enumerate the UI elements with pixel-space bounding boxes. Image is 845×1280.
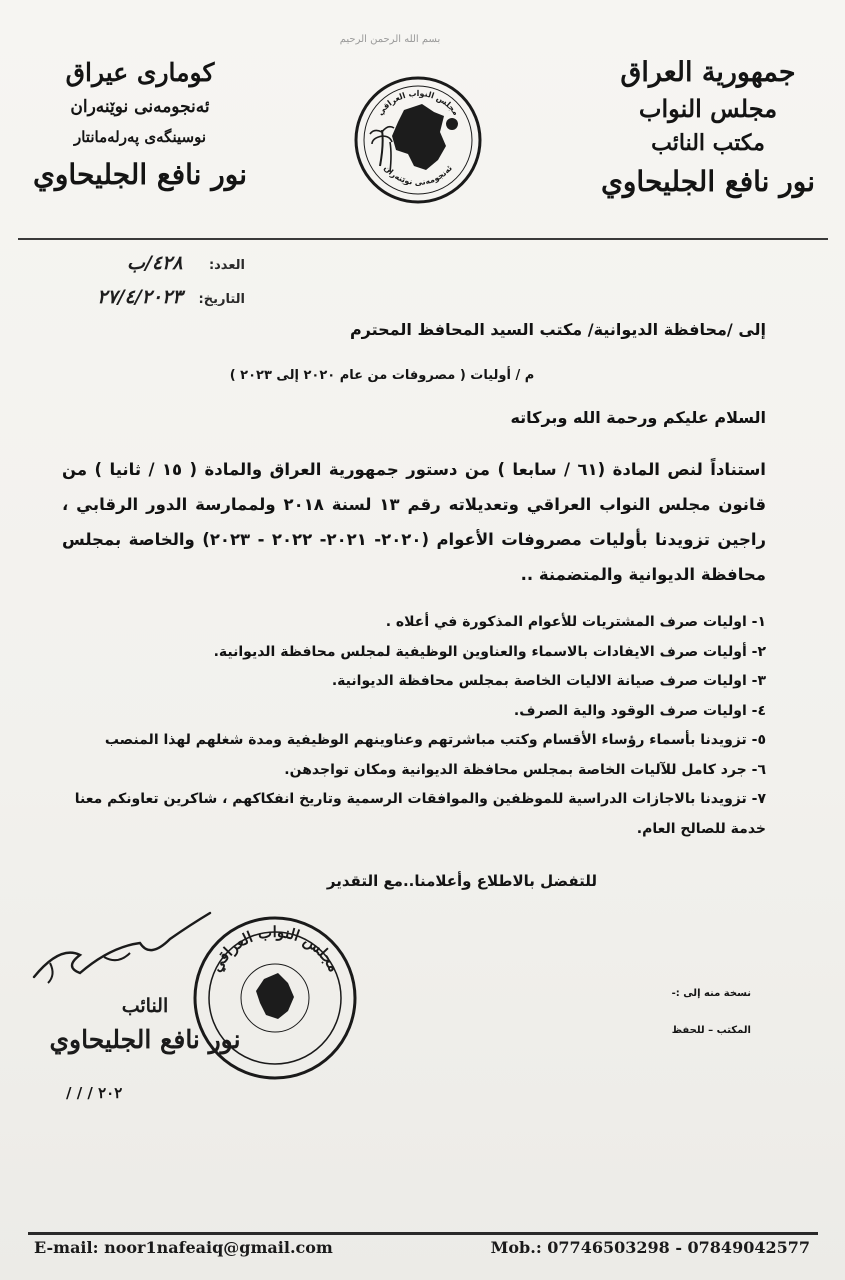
- header-country: جمهورية العراق: [620, 57, 796, 88]
- footer-divider: [28, 1232, 818, 1235]
- emblem-ring-text-bottom: ئەنجومەنی نوێنەران: [382, 163, 454, 187]
- main-paragraph: استناداً لنص المادة (٦١ / سابعا ) من دستور جمهورية العراق والمادة ( ١٥ / ثانيا ) من قانون مجلس النواب العراقي وتعديلاته رقم ١٣ لسنة ٢٠١٨ ولممارسة الدور الرقابي ، راجين تزويدنا بأوليات مصروفات الأعوام (٢٠٢٠- ٢٠٢١- ٢٠٢٢ - ٢٠٢٣) والخاصة بمجلس محافظة الديوانية والمتضمنة ..: [62, 460, 767, 584]
- list-item: ٤- اوليات صرف الوقود والية الصرف.: [513, 702, 766, 719]
- list-item: ٧- تزويدنا بالاجازات الدراسية للموظفين والموافقات الرسمية وتاريخ انفكاكهم ، شاكرين تعاونكم معنا خدمة للصالح العام.: [74, 791, 766, 837]
- reference-number-label: العدد:: [208, 258, 245, 273]
- header-divider: [18, 238, 828, 240]
- header-country-kurdish: كوماری عیراق: [65, 58, 215, 87]
- header-mp-name-left: نور نافع الجليحاوي: [32, 158, 248, 191]
- header-council: مجلس النواب: [638, 94, 778, 123]
- greeting: السلام عليكم ورحمة الله وبركاته: [510, 408, 766, 427]
- closing-line: للتفضل بالاطلاع وأعلامنا..مع التقدير: [326, 872, 597, 890]
- list-item: ٦- جرد كامل للآليات الخاصة بمجلس محافظة الديوانية ومكان تواجدهن.: [284, 761, 766, 778]
- copy-note-label: نسخة منه إلى :-: [671, 988, 751, 999]
- emblem-ring-text: مجلس النواب العراقي: [375, 88, 461, 118]
- list-item: ٢- أوليات صرف الايفادات بالاسماء والعناوين الوظيفية لمجلس محافظة الديوانية.: [213, 643, 766, 660]
- footer-mobile: Mob.: 07746503298 - 07849042577: [490, 1238, 810, 1257]
- svg-text:مجلس النواب العراقي: [207, 923, 343, 976]
- header-left: [20, 54, 260, 198]
- reference-date-label: التاريخ:: [198, 292, 245, 307]
- copy-note-recipient: المكتب – للحفظ: [671, 1025, 751, 1036]
- subject-line: م / أوليات ( مصروفات من عام ٢٠٢٠ إلى ٢٠٢٣ ): [229, 368, 535, 383]
- signatory-name: نور نافع الجليحاوي: [49, 1025, 241, 1054]
- emblem-icon: [352, 74, 484, 206]
- list-item: ٣- اوليات صرف صيانة الاليات الخاصة بمجلس محافظة الديوانية.: [331, 673, 766, 689]
- basmala: بسم الله الرحمن الرحيم: [339, 34, 441, 45]
- parliament-emblem: [352, 74, 484, 206]
- header-right: [593, 54, 823, 204]
- footer-email: E-mail: noor1nafeaiq@gmail.com: [34, 1238, 333, 1257]
- list-item: ١- اوليات صرف المشتريات للأعوام المذكورة في أعلاه .: [385, 614, 766, 630]
- reference-date: [40, 286, 245, 308]
- reference-number-value: ٤٢٨/ب: [127, 252, 183, 274]
- addressee: إلى /محافظة الديوانية/ مكتب السيد المحافظ المحترم: [349, 320, 766, 339]
- header-council-kurdish: ئەنجومەنی نوێنەران: [70, 97, 210, 117]
- signatory-title: النائب: [121, 995, 169, 1017]
- reference-date-value: ٢٧/٤/٢٠٢٣: [97, 286, 183, 308]
- request-list: [70, 608, 766, 844]
- copy-note: [631, 988, 751, 1036]
- seal-ring-text: مجلس النواب العراقي: [206, 922, 344, 975]
- header-mp-name: نور نافع الجليحاوي: [600, 165, 816, 198]
- list-item: ٥- تزويدنا بأسماء رؤساء الأقسام وكتب مباشرتهم وعناوينهم الوظيفية ومدة شغلهم لهذا المنصب: [104, 732, 766, 748]
- signature-date: ٢٠٢ / / /: [66, 1084, 123, 1102]
- signatory: [30, 992, 260, 1060]
- header-office: مكتب النائب: [651, 130, 765, 156]
- header-office-kurdish: نوسینگەی پەرلەمانتار: [73, 128, 207, 146]
- reference-number: [40, 252, 245, 274]
